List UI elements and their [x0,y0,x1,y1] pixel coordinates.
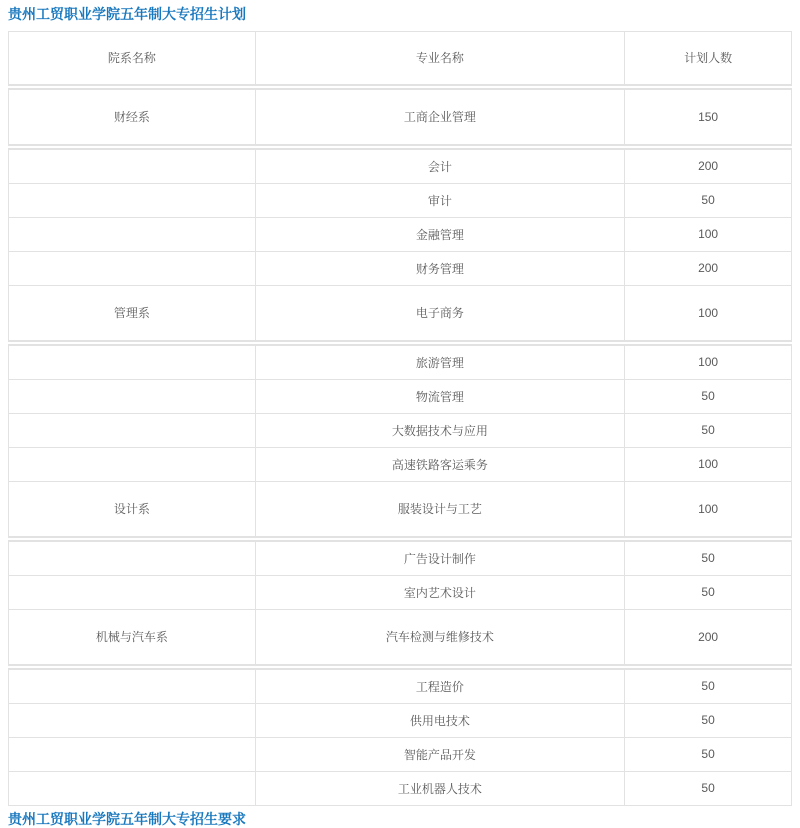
major-cell: 电子商务 [255,285,625,343]
next-section-title: 贵州工贸职业学院五年制大专招生要求 [8,811,792,828]
planned-count-cell: 200 [625,147,792,184]
department-cell [9,413,256,447]
page-title: 贵州工贸职业学院五年制大专招生计划 [8,6,792,24]
table-row [9,447,792,481]
major-cell: 财务管理 [255,251,625,285]
department-cell: 管理系 [9,285,256,343]
major-cell: 广告设计制作 [255,539,625,576]
major-cell: 物流管理 [255,379,625,413]
table-row [9,217,792,251]
table-row [9,251,792,285]
major-cell: 智能产品开发 [255,737,625,771]
planned-count-cell: 50 [625,379,792,413]
table-row [9,183,792,217]
major-cell: 金融管理 [255,217,625,251]
major-cell: 会计 [255,147,625,184]
table-row [9,87,792,147]
table-row [9,609,792,667]
department-cell [9,771,256,805]
department-cell [9,667,256,704]
planned-count-cell: 50 [625,413,792,447]
major-cell: 大数据技术与应用 [255,413,625,447]
major-cell: 审计 [255,183,625,217]
department-cell: 设计系 [9,481,256,539]
planned-count-cell: 50 [625,737,792,771]
table-row [9,539,792,576]
planned-count-cell: 100 [625,343,792,380]
planned-count-cell: 100 [625,285,792,343]
table-row [9,285,792,343]
enrollment-plan-table [8,31,792,806]
department-cell [9,737,256,771]
planned-count-cell: 200 [625,251,792,285]
department-cell: 机械与汽车系 [9,609,256,667]
planned-count-cell: 150 [625,87,792,147]
column-header-department: 院系名称 [9,31,256,87]
major-cell: 高速铁路客运乘务 [255,447,625,481]
department-cell [9,379,256,413]
table-row [9,481,792,539]
planned-count-cell: 100 [625,447,792,481]
column-header-planned-count: 计划人数 [625,31,792,87]
major-cell: 汽车检测与维修技术 [255,609,625,667]
major-cell: 旅游管理 [255,343,625,380]
major-cell: 供用电技术 [255,703,625,737]
major-cell: 室内艺术设计 [255,575,625,609]
table-row [9,703,792,737]
major-cell: 工程造价 [255,667,625,704]
department-cell [9,147,256,184]
planned-count-cell: 50 [625,183,792,217]
planned-count-cell: 200 [625,609,792,667]
table-row [9,343,792,380]
table-row [9,575,792,609]
table-row [9,667,792,704]
planned-count-cell: 50 [625,667,792,704]
department-cell [9,251,256,285]
planned-count-cell: 100 [625,217,792,251]
planned-count-cell: 50 [625,539,792,576]
planned-count-cell: 50 [625,771,792,805]
major-cell: 工商企业管理 [255,87,625,147]
planned-count-cell: 50 [625,575,792,609]
table-row [9,771,792,805]
column-header-major: 专业名称 [255,31,625,87]
table-row [9,737,792,771]
department-cell [9,575,256,609]
department-cell [9,703,256,737]
department-cell [9,447,256,481]
major-cell: 服装设计与工艺 [255,481,625,539]
department-cell: 财经系 [9,87,256,147]
table-row [9,147,792,184]
planned-count-cell: 50 [625,703,792,737]
department-cell [9,343,256,380]
department-cell [9,217,256,251]
major-cell: 工业机器人技术 [255,771,625,805]
table-row [9,379,792,413]
planned-count-cell: 100 [625,481,792,539]
department-cell [9,539,256,576]
department-cell [9,183,256,217]
table-header-row [9,31,792,87]
table-row [9,413,792,447]
